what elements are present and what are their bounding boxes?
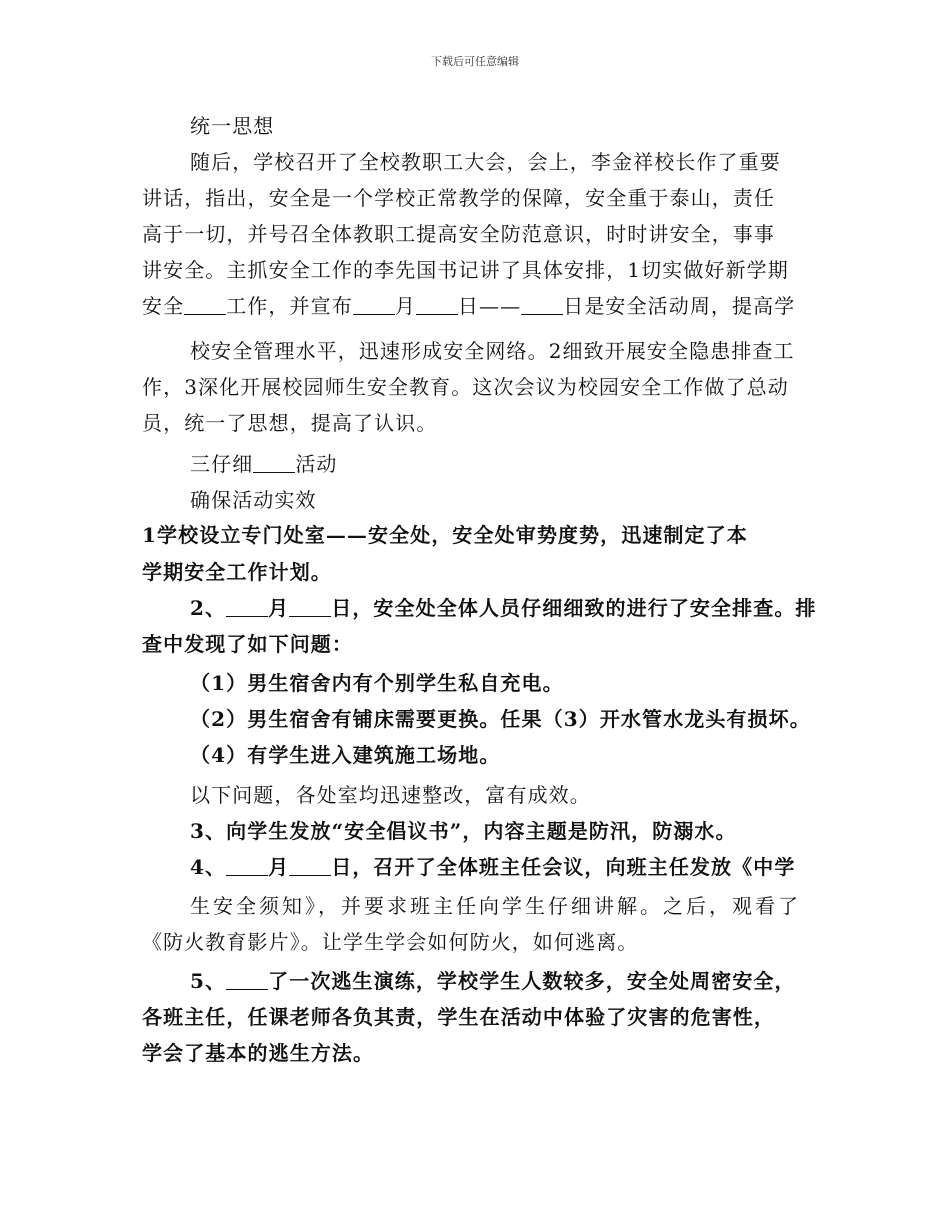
list-item: （2）男生宿舍有铺床需要更换。任果（3）开水管水龙头有损坏。 xyxy=(190,707,811,731)
blank-underline xyxy=(226,596,268,617)
paragraph-line: 安全 工作，并宣布 月 日—— 日是安全活动周，提高学 xyxy=(142,294,796,318)
list-item: （4）有学生进入建筑施工场地。 xyxy=(190,743,501,767)
paragraph-line: 员，统一了思想，提高了认识。 xyxy=(142,411,438,435)
paragraph-line: 学会了基本的逃生方法。 xyxy=(142,1041,375,1065)
paragraph-line: 讲安全。主抓安全工作的李先国书记讲了具体安排，1切实做好新学期 xyxy=(142,258,789,282)
paragraph-line: 各班主任，任课老师各负其责，学生在活动中体验了灾害的危害性， xyxy=(142,1005,775,1029)
paragraph-line: 校安全管理水平，迅速形成安全网络。2细致开展安全隐患排查工 xyxy=(190,339,795,363)
blank-underline xyxy=(226,969,268,990)
paragraph-line: 统一思想 xyxy=(190,114,275,138)
paragraph-line: 以下问题，各处室均迅速整改，富有成效。 xyxy=(190,783,591,807)
paragraph-line: 5、 了一次逃生演练，学校学生人数较多，安全处周密安全， xyxy=(190,969,796,993)
blank-underline xyxy=(289,596,331,617)
paragraph-line: 随后，学校召开了全校教职工大会，会上，李金祥校长作了重要 xyxy=(190,150,781,174)
paragraph-line: 学期安全工作计划。 xyxy=(142,560,332,584)
paragraph-line: 高于一切，并号召全体教职工提高安全防范意识，时时讲安全，事事 xyxy=(142,222,775,246)
blank-underline xyxy=(226,855,268,876)
paragraph-line: 1学校设立专门处室——安全处，安全处审势度势，迅速制定了本 xyxy=(142,523,748,547)
blank-underline xyxy=(289,855,331,876)
blank-underline xyxy=(184,294,226,315)
paragraph-line: 3、向学生发放“安全倡议书”，内容主题是防汛，防溺水。 xyxy=(190,819,737,843)
paragraph-line: 讲话，指出，安全是一个学校正常教学的保障，安全重于泰山，责任 xyxy=(142,186,775,210)
blank-underline xyxy=(521,294,563,315)
paragraph-line: 生安全须知》，并要求班主任向学生仔细讲解。之后，观看了 xyxy=(190,894,801,918)
blank-underline xyxy=(353,294,395,315)
page-header: 下载后可任意编辑 xyxy=(431,55,519,68)
paragraph-line: 作，3深化开展校园师生安全教育。这次会议为校园安全工作做了总动 xyxy=(142,375,789,399)
paragraph-line: 4、 月 日，召开了全体班主任会议，向班主任发放《中学 xyxy=(190,855,796,879)
blank-underline xyxy=(416,294,458,315)
paragraph-line: 2、 月 日，安全处全体人员仔细细致的进行了安全排查。排 xyxy=(190,596,817,620)
section-heading: 三仔细 活动 xyxy=(190,452,338,476)
section-subheading: 确保活动实效 xyxy=(190,488,317,512)
paragraph-line: 查中发现了如下问题： xyxy=(142,632,353,656)
paragraph-line: 《防火教育影片》。让学生学会如何防火，如何逃离。 xyxy=(142,930,639,954)
blank-underline xyxy=(253,452,295,473)
list-item: （1）男生宿舍内有个别学生私自充电。 xyxy=(190,671,564,695)
